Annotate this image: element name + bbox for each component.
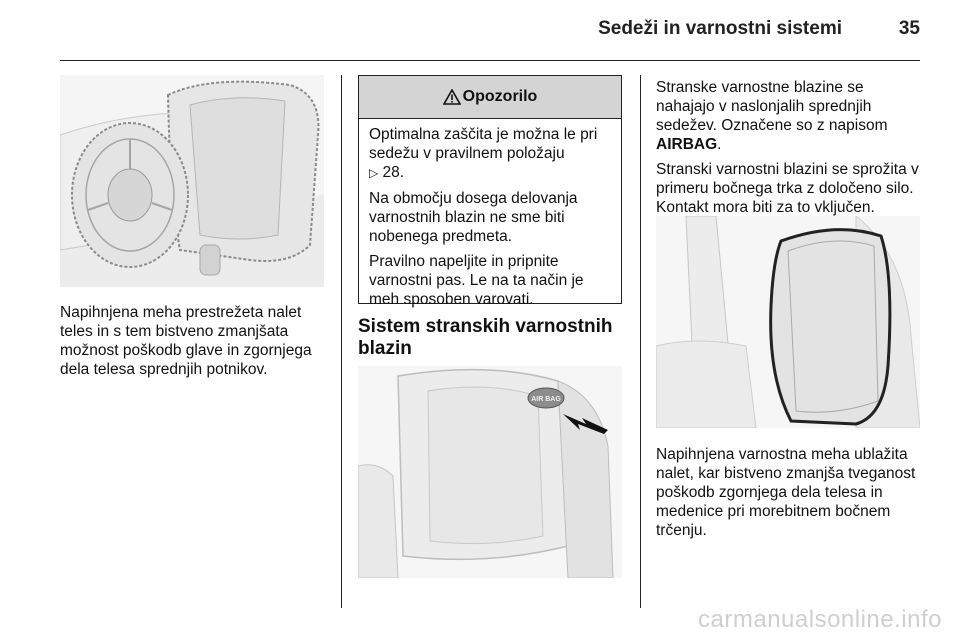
warning-paragraph-2: Na območju dosega delovanja varnostnih blazin ne sme biti nobenega predmeta. bbox=[369, 190, 578, 245]
front-airbag-caption: Napihnjena meha prestrežeta nalet teles in s tem bistveno zmanjšata možnost poškodb glave in zgornjega dela telesa sprednjih potnikov. bbox=[60, 304, 312, 378]
header-divider bbox=[60, 60, 920, 61]
section-heading: Sistem stranskih varnostnih blazin bbox=[358, 316, 613, 359]
side-airbag-paragraph-2: Stranski varnostni blazini se sprožita v primeru bočnega trka z določeno silo. Kontakt mora biti za to vključen. bbox=[656, 161, 919, 216]
front-airbag-illustration bbox=[60, 75, 324, 287]
airbag-label: AIRBAG bbox=[656, 136, 718, 153]
page-number: 35 bbox=[898, 18, 920, 39]
page-header-title: Sedeži in varnostni sistemi bbox=[598, 18, 842, 39]
warning-title: Opozorilo bbox=[462, 88, 538, 105]
column-divider-left bbox=[341, 75, 342, 608]
column-divider-right bbox=[640, 75, 641, 608]
seat-badge-drawing bbox=[358, 366, 622, 578]
warning-text-1 bbox=[369, 125, 611, 183]
warning-paragraph-3: Pravilno napeljite in pripnite varnostni pas. Le na ta način je meh sposoben varovati. bbox=[369, 253, 584, 308]
warning-header bbox=[359, 76, 621, 119]
para1-text: Stranske varnostne blazine se nahajajo v naslonjalih sprednjih sedežev. Označene so z napisom bbox=[656, 79, 888, 134]
seat-badge-illustration bbox=[358, 366, 622, 578]
side-airbag-paragraph-1 bbox=[656, 78, 924, 154]
warning-body bbox=[359, 119, 621, 309]
side-airbag-caption: Napihnjena varnostna meha ublažita nalet, kar bistveno zmanjša tveganost poškodb zgornjega dela telesa in medenice pri morebitnem bočnem trčenju. bbox=[656, 446, 916, 539]
warning-triangle-icon bbox=[443, 89, 461, 105]
page-reference-icon: ▷ bbox=[369, 166, 379, 180]
side-airbag-drawing bbox=[656, 216, 920, 428]
side-airbag-description bbox=[656, 78, 924, 223]
warning-paragraph-1: Optimalna zaščita je možna le pri sedežu v pravilnem položaju bbox=[369, 126, 598, 162]
front-airbag-drawing bbox=[60, 75, 324, 287]
warning-box bbox=[358, 75, 622, 308]
page-reference: 28. bbox=[382, 164, 405, 181]
watermark: carmanualsonline.info bbox=[698, 606, 942, 633]
airbag-badge-text: AIR BAG bbox=[531, 396, 561, 403]
para1-end: . bbox=[717, 136, 722, 153]
side-airbag-illustration bbox=[656, 216, 920, 428]
